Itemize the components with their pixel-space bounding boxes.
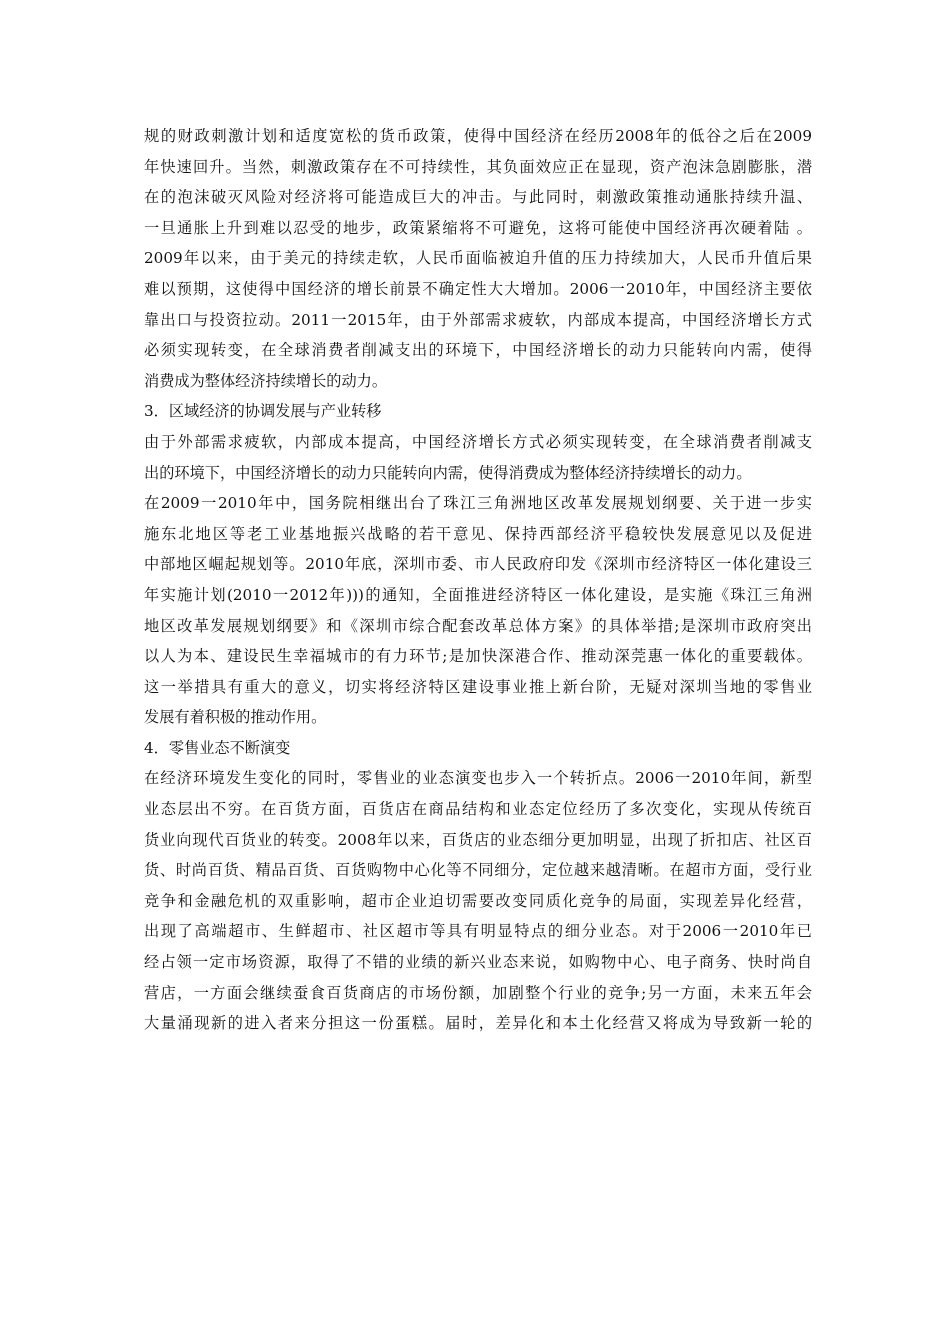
paragraph-line: 地区改革发展规划纲要》和《深圳市综合配套改革总体方案》的具体举措;是深圳市政府突出 [144, 616, 812, 635]
section-heading: 4．零售业态不断演变 [144, 738, 291, 757]
paragraph-line: 大量涌现新的进入者来分担这一份蛋糕。届时，差异化和本土化经营又将成为导致新一轮的 [144, 1014, 812, 1033]
paragraph-line: 业态层出不穷。在百货方面，百货店在商品结构和业态定位经历了多次变化，实现从传统百 [144, 800, 812, 819]
paragraph-line: 发展有着积极的推动作用。 [144, 708, 327, 727]
paragraph-line: 施东北地区等老工业基地振兴战略的若干意见、保持西部经济平稳较快发展意见以及促进 [144, 524, 812, 543]
paragraph-line: 在的泡沫破灭风险对经济将可能造成巨大的冲击。与此同时，刺激政策推动通胀持续升温、 [144, 188, 812, 207]
paragraph-line: 在经济环境发生变化的同时，零售业的业态演变也步入一个转折点。2006一2010年间，新型 [144, 769, 812, 788]
paragraph-line: 年实施计划(2010一2012年)))的通知，全面推进经济特区一体化建设，是实施《珠江三角洲 [144, 585, 812, 604]
paragraph-line: 必须实现转变，在全球消费者削减支出的环境下，中国经济增长的动力只能转向内需，使得 [144, 341, 812, 360]
paragraph-line: 以人为本、建设民生幸福城市的有力环节;是加快深港合作、推动深莞惠一体化的重要载体。 [144, 647, 812, 666]
paragraph-line: 出的环境下，中国经济增长的动力只能转向内需，使得消费成为整体经济持续增长的动力。 [144, 463, 752, 482]
paragraph-line: 在2009一2010年中，国务院相继出台了珠江三角洲地区改革发展规划纲要、关于进一步实 [144, 494, 812, 513]
paragraph-line: 年快速回升。当然，刺激政策存在不可持续性，其负面效应正在显现，资产泡沫急剧膨胀，潜 [144, 157, 812, 176]
paragraph-line: 消费成为整体经济持续增长的动力。 [144, 371, 387, 390]
paragraph-line: 中部地区崛起规划等。2010年底，深圳市委、市人民政府印发《深圳市经济特区一体化建设三 [144, 555, 812, 574]
paragraph-line: 经占领一定市场资源，取得了不错的业绩的新兴业态来说，如购物中心、电子商务、快时尚自 [144, 953, 812, 972]
section-heading: 3．区域经济的协调发展与产业转移 [144, 402, 382, 421]
paragraph-line: 这一举措具有重大的意义，切实将经济特区建设事业推上新台阶，无疑对深圳当地的零售业 [144, 677, 812, 696]
paragraph-line: 一旦通胀上升到难以忍受的地步，政策紧缩将不可避免，这将可能使中国经济再次硬着陆 。 [144, 218, 812, 237]
paragraph-line: 营店，一方面会继续蚕食百货商店的市场份额，加剧整个行业的竞争;另一方面，未来五年会 [144, 983, 812, 1002]
paragraph-line: 出现了高端超市、生鲜超市、社区超市等具有明显特点的细分业态。对于2006一2010年已 [144, 922, 812, 941]
document-body [144, 121, 812, 1039]
paragraph-line: 货、时尚百货、精品百货、百货购物中心化等不同细分，定位越来越清晰。在超市方面，受行业 [144, 861, 812, 880]
paragraph-line: 靠出口与投资拉动。2011一2015年，由于外部需求疲软，内部成本提高，中国经济增长方式 [144, 310, 812, 329]
paragraph-line: 2009年以来，由于美元的持续走软，人民币面临被迫升值的压力持续加大，人民币升值后果 [144, 249, 812, 268]
paragraph-line: 货业向现代百货业的转变。2008年以来，百货店的业态细分更加明显，出现了折扣店、社区百 [144, 830, 812, 849]
paragraph-line: 竞争和金融危机的双重影响，超市企业迫切需要改变同质化竞争的局面，实现差异化经营， [144, 891, 812, 910]
paragraph-line: 难以预期，这使得中国经济的增长前景不确定性大大增加。2006一2010年，中国经济主要依 [144, 279, 812, 298]
paragraph-line: 由于外部需求疲软，内部成本提高，中国经济增长方式必须实现转变，在全球消费者削减支 [144, 432, 812, 451]
paragraph-line: 规的财政刺激计划和适度宽松的货币政策，使得中国经济在经历2008年的低谷之后在2009 [144, 127, 812, 145]
